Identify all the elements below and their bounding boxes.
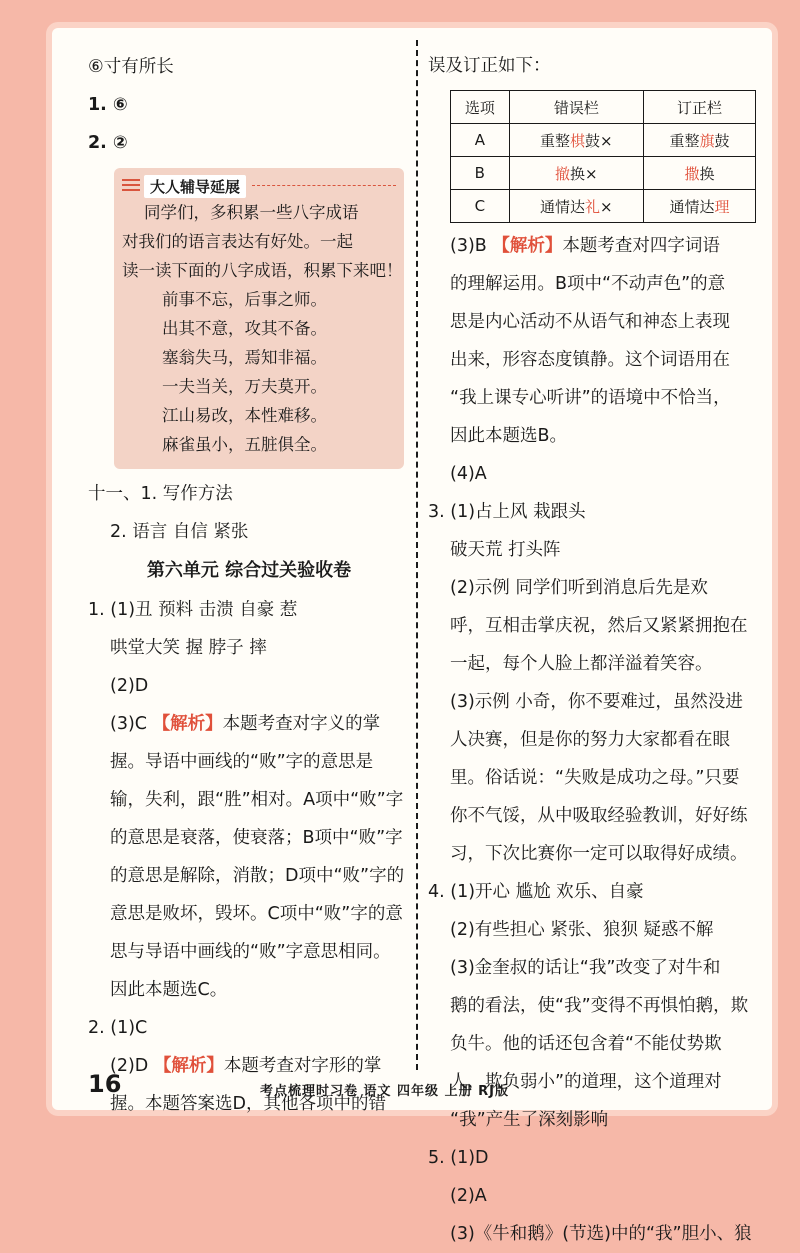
analysis-line: 的意思是解除，消散；D项中“败”字的 (110, 866, 405, 886)
analysis-text: 本题考查对字义的掌 (222, 714, 381, 734)
analysis-line (428, 227, 758, 265)
table-row (451, 124, 756, 157)
page-footer (88, 1070, 748, 1100)
tutor-line: 对我们的语言表达有好处。一起 (122, 232, 353, 251)
fix-cell: 撒换 (643, 157, 755, 190)
fix-cell: 通情达理 (643, 190, 755, 223)
analysis-text: 本题考查对字形的掌 (223, 1056, 382, 1076)
tutor-line: 同学们，多积累一些八字成语 (144, 203, 359, 222)
analysis-line: 思与导语中画线的“败”字意思相同。 (110, 942, 391, 962)
tutor-title: 大人辅导延展 (144, 175, 246, 198)
idiom-line: 麻雀虽小，五脏俱全。 (162, 435, 327, 454)
answer-line: “我”产生了深刻影响 (450, 1110, 609, 1130)
analysis-tag: 【解析】 (152, 714, 223, 734)
answer-line: (4)A (450, 464, 487, 484)
answer-line: 1. ⑥ (88, 95, 128, 115)
analysis-tag: 【解析】 (153, 1056, 224, 1076)
analysis-line: 因此本题选B。 (450, 426, 568, 446)
tutor-header (122, 174, 396, 198)
answer-line: 1. (1)丑 预料 击溃 自豪 惹 (88, 600, 298, 620)
answer-line: 哄堂大笑 握 脖子 摔 (110, 638, 267, 658)
answer-line: 2. 语言 自信 紧张 (110, 522, 249, 542)
analysis-line: 思是内心活动不从语气和神态上表现 (450, 312, 730, 332)
analysis-line: 输，失利，跟“胜”相对。A项中“败”字 (110, 790, 404, 810)
error-cell: 通情达礼× (509, 190, 643, 223)
option-cell: C (451, 190, 510, 223)
answer-line: 3. (1)占上风 栽跟头 (428, 502, 586, 522)
idiom-line: 前事不忘，后事之师。 (162, 290, 327, 309)
answer-line: 一起，每个人脸上都洋溢着笑容。 (450, 654, 713, 674)
answer-prefix: (3)C (110, 714, 153, 734)
analysis-line: 握。本题答案选D，其他各项中的错 (110, 1094, 386, 1114)
answer-prefix: (2)D (110, 1056, 154, 1076)
answer-line: 破天荒 打头阵 (450, 540, 561, 560)
analysis-line: 的意思是衰落，使衰落；B项中“败”字 (110, 828, 403, 848)
answer-line: (2)A (450, 1186, 487, 1206)
wave-icon (122, 179, 140, 193)
table-row (451, 190, 756, 223)
column-divider (416, 40, 418, 1070)
fix-cell: 重整旗鼓 (643, 124, 755, 157)
answer-line: 里。俗话说：“失败是成功之母。”只要 (450, 768, 740, 788)
unit-title: 第六单元 综合过关验收卷 (146, 560, 352, 581)
analysis-line: 意思是败坏，毁坏。C项中“败”字的意 (110, 904, 403, 924)
answer-line: (2)D (110, 676, 149, 696)
option-cell: B (451, 157, 510, 190)
answer-line: 鹅的看法，使“我”变得不再惧怕鹅，欺 (450, 996, 749, 1016)
answer-line: 负牛。他的话还包含着“不能仗势欺 (450, 1034, 722, 1054)
answer-line: (3)金奎叔的话让“我”改变了对牛和 (450, 958, 721, 978)
analysis-tag: 【解析】 (492, 236, 563, 256)
answer-line: 习，下次比赛你一定可以取得好成绩。 (450, 844, 748, 864)
answer-line: 十一、1. 写作方法 (88, 484, 233, 504)
correction-table (450, 90, 756, 223)
analysis-text: 本题考查对四字词语 (562, 236, 720, 256)
analysis-line (88, 705, 410, 743)
table-header-row (451, 91, 756, 124)
book-info: 考点梳理时习卷 语文 四年级 上册 RJ版 (260, 1084, 509, 1099)
idiom-line: 江山易改，本性难移。 (162, 406, 327, 425)
table-header-cell: 选项 (451, 91, 510, 124)
analysis-line: 的理解运用。B项中“不动声色”的意 (450, 274, 726, 294)
table-row (451, 157, 756, 190)
analysis-line: 出来，形容态度镇静。这个词语用在 (450, 350, 730, 370)
idiom-line: 出其不意，攻其不备。 (162, 319, 327, 338)
answer-line: 2. (1)C (88, 1018, 148, 1038)
idiom-line: 一夫当关，万夫莫开。 (162, 377, 327, 396)
answer-line: 呼，互相击掌庆祝，然后又紧紧拥抱在 (450, 616, 748, 636)
answer-line: 误及订正如下： (428, 56, 551, 76)
answer-line: ⑥寸有所长 (88, 57, 174, 77)
answer-prefix: (3)B (450, 236, 493, 256)
answer-line: (3)示例 小奇，你不要难过，虽然没进 (450, 692, 743, 712)
answer-line: 人决赛，但是你的努力大家都看在眼 (450, 730, 730, 750)
option-cell: A (451, 124, 510, 157)
answer-line: 你不气馁，从中吸取经验教训，好好练 (450, 806, 748, 826)
analysis-line: 因此本题选C。 (110, 980, 228, 1000)
answer-line: 2. ② (88, 133, 128, 153)
tutor-line: 读一读下面的八字成语，积累下来吧！ (122, 261, 403, 280)
analysis-line: “我上课专心听讲”的语境中不恰当， (450, 388, 731, 408)
header-rule (252, 185, 396, 187)
table-header-cell: 订正栏 (643, 91, 755, 124)
tutor-box (114, 168, 404, 469)
page-number: 16 (88, 1070, 122, 1098)
answer-line: 4. (1)开心 尴尬 欢乐、自豪 (428, 882, 644, 902)
analysis-line: 握。导语中画线的“败”字的意思是 (110, 752, 374, 772)
answer-line: (3)《牛和鹅》(节选)中的“我”胆小、狼 (450, 1224, 752, 1244)
answer-line: 5. (1)D (428, 1148, 489, 1168)
idiom-line: 塞翁失马，焉知非福。 (162, 348, 327, 367)
answer-line: (2)有些担心 紧张、狼狈 疑惑不解 (450, 920, 714, 940)
left-column (88, 48, 410, 1123)
answer-line: 人，欺负弱小”的道理，这个道理对 (450, 1072, 722, 1092)
answer-line: (2)示例 同学们听到消息后先是欢 (450, 578, 708, 598)
error-cell: 撤换× (509, 157, 643, 190)
table-header-cell: 错误栏 (509, 91, 643, 124)
error-cell: 重整棋鼓× (509, 124, 643, 157)
